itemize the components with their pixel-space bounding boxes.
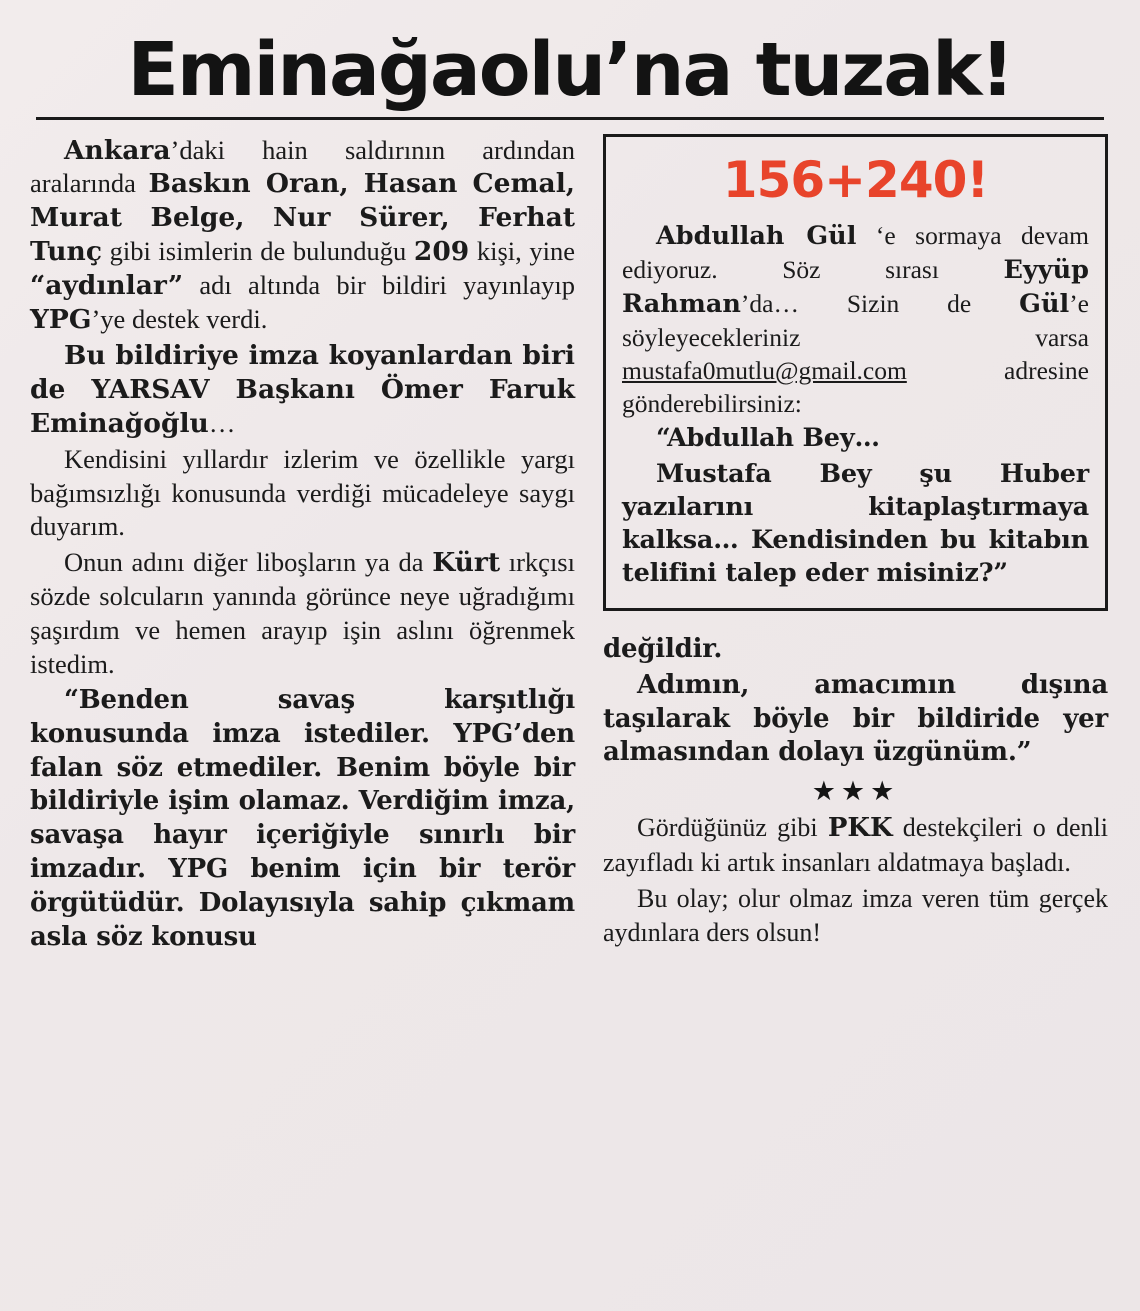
article-columns	[30, 134, 1110, 957]
paragraph-respect: Kendisini yıllardır izlerim ve özellikle yargı bağımsızlığı konusunda verdiği mücadeleye saygı duyarım.	[30, 443, 575, 542]
paragraph-lesson: Bu olay; olur olmaz imza veren tüm gerçek aydınlara ders olsun!	[603, 883, 1108, 947]
headline-divider	[36, 117, 1104, 120]
paragraph-quote-main: “Benden savaş karşıtlığı konusunda imza istediler. YPG’den falan söz etmediler. Benim böyle bir bildiriyle işim olamaz. Verdiğim imza, savaşa hayır içeriğiyle sınırlı bir imzadır. YPG benim için bir terör örgütüdür. Dolayısıyla sahip çıkmam asla söz konusu	[30, 685, 575, 952]
box-paragraph-intro: Abdullah Gül ‘e sormaya devam ediyoruz. Söz sırası Eyyüp Rahman’da… Sizin de Gül’e söyleyecekleriniz varsa mustafa0mutlu@gmail.com adresine gönderebilirsiniz:	[622, 220, 1089, 419]
section-divider-stars: ★★★	[811, 776, 900, 807]
paragraph-surprise: Onun adını diğer liboşların ya da Kürt ırkçısı sözde solcuların yanında görünce neye uğradığımı şaşırdım ve hemen arayıp işin aslını öğrenmek istedim.	[30, 547, 575, 680]
sidebar-box	[603, 134, 1108, 612]
box-quote-greeting: “Abdullah Bey…	[656, 423, 880, 454]
email-address: mustafa0mutlu@gmail.com	[622, 356, 907, 386]
paragraph-degildir: değildir.	[603, 634, 723, 665]
lead-paragraph: Ankara’daki hain saldırının ardından aralarında Baskın Oran, Hasan Cemal, Murat Belge, Nur Sürer, Ferhat Tunç gibi isimlerin de bulunduğu 209 kişi, yine “aydınlar” adı altında bir bildiri yayınlayıp YPG’ye destek verdi.	[30, 134, 575, 336]
after-box-content	[603, 633, 1108, 949]
paragraph-signatory: Bu bildiriye imza koyanlardan biri de YARSAV Başkanı Ömer Faruk Eminağoğlu…	[30, 339, 575, 439]
left-column	[30, 134, 575, 957]
right-column	[603, 134, 1108, 952]
paragraph-regret: Adımın, amacımın dışına taşılarak böyle bir bildiride yer almasından dolayı üzgünüm.”	[603, 669, 1108, 768]
paragraph-pkk: Gördüğünüz gibi PKK destekçileri o denli zayıfladı ki artık insanları aldatmaya başladı.	[603, 813, 1108, 878]
box-quote-question: Mustafa Bey şu Huber yazılarını kitaplaştırmaya kalksa… Kendisinden bu kitabın telifini talep eder misiniz?”	[622, 458, 1089, 588]
page-title: Eminağaolu’na tuzak!	[127, 27, 1013, 113]
sidebar-box-title: 156+240!	[722, 150, 989, 209]
